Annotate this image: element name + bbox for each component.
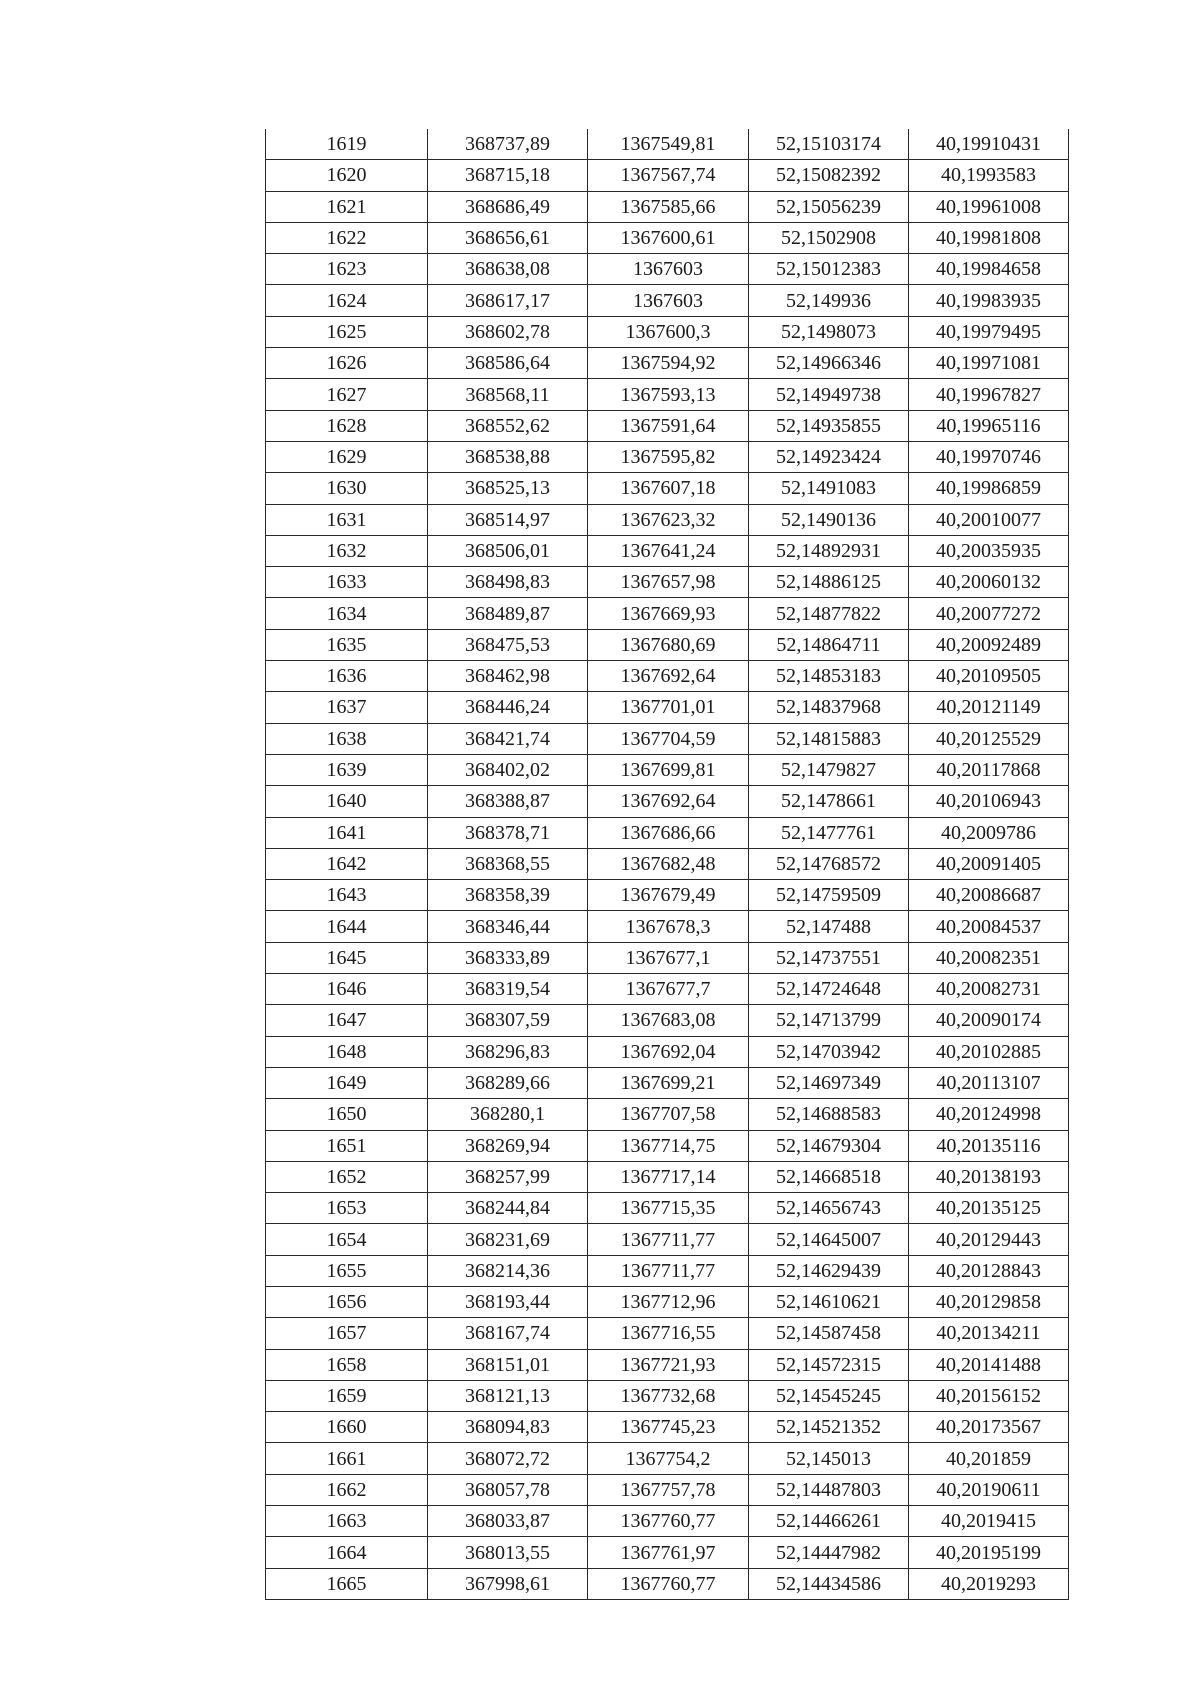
table-row: [266, 379, 1069, 410]
latitude-cell: 52,1498073: [749, 316, 909, 347]
point-number-cell: 1620: [266, 160, 428, 191]
point-number-cell: 1622: [266, 222, 428, 253]
y-coordinate-cell: 1367745,23: [588, 1412, 749, 1443]
table-row: [266, 504, 1069, 535]
x-coordinate-cell: 368538,88: [428, 441, 588, 472]
y-coordinate-cell: 1367595,82: [588, 441, 749, 472]
y-coordinate-cell: 1367704,59: [588, 723, 749, 754]
y-coordinate-cell: 1367603: [588, 285, 749, 316]
longitude-cell: 40,19910431: [909, 129, 1069, 160]
latitude-cell: 52,14545245: [749, 1380, 909, 1411]
table-row: [266, 1099, 1069, 1130]
point-number-cell: 1630: [266, 473, 428, 504]
latitude-cell: 52,14572315: [749, 1349, 909, 1380]
longitude-cell: 40,19965116: [909, 410, 1069, 441]
y-coordinate-cell: 1367591,64: [588, 410, 749, 441]
point-number-cell: 1646: [266, 974, 428, 1005]
x-coordinate-cell: 368737,89: [428, 129, 588, 160]
table-row: [266, 191, 1069, 222]
y-coordinate-cell: 1367732,68: [588, 1380, 749, 1411]
x-coordinate-cell: 368525,13: [428, 473, 588, 504]
y-coordinate-cell: 1367699,21: [588, 1067, 749, 1098]
x-coordinate-cell: 368358,39: [428, 880, 588, 911]
longitude-cell: 40,20077272: [909, 598, 1069, 629]
latitude-cell: 52,1479827: [749, 754, 909, 785]
table-row: [266, 1412, 1069, 1443]
point-number-cell: 1658: [266, 1349, 428, 1380]
table-row: [266, 1537, 1069, 1568]
x-coordinate-cell: 368319,54: [428, 974, 588, 1005]
x-coordinate-cell: 368072,72: [428, 1443, 588, 1474]
y-coordinate-cell: 1367600,61: [588, 222, 749, 253]
coordinates-table-body: [266, 129, 1069, 1599]
table-row: [266, 1474, 1069, 1505]
table-row: [266, 911, 1069, 942]
point-number-cell: 1643: [266, 880, 428, 911]
longitude-cell: 40,20129858: [909, 1286, 1069, 1317]
y-coordinate-cell: 1367679,49: [588, 880, 749, 911]
latitude-cell: 52,14703942: [749, 1036, 909, 1067]
x-coordinate-cell: 368013,55: [428, 1537, 588, 1568]
longitude-cell: 40,20090174: [909, 1005, 1069, 1036]
point-number-cell: 1626: [266, 348, 428, 379]
x-coordinate-cell: 368489,87: [428, 598, 588, 629]
point-number-cell: 1621: [266, 191, 428, 222]
longitude-cell: 40,20190611: [909, 1474, 1069, 1505]
point-number-cell: 1634: [266, 598, 428, 629]
latitude-cell: 52,14697349: [749, 1067, 909, 1098]
x-coordinate-cell: 368421,74: [428, 723, 588, 754]
longitude-cell: 40,19961008: [909, 191, 1069, 222]
x-coordinate-cell: 368307,59: [428, 1005, 588, 1036]
longitude-cell: 40,20128843: [909, 1255, 1069, 1286]
x-coordinate-cell: 368214,36: [428, 1255, 588, 1286]
y-coordinate-cell: 1367641,24: [588, 535, 749, 566]
longitude-cell: 40,20035935: [909, 535, 1069, 566]
point-number-cell: 1650: [266, 1099, 428, 1130]
table-row: [266, 254, 1069, 285]
point-number-cell: 1642: [266, 848, 428, 879]
table-row: [266, 629, 1069, 660]
x-coordinate-cell: 368368,55: [428, 848, 588, 879]
point-number-cell: 1656: [266, 1286, 428, 1317]
longitude-cell: 40,19970746: [909, 441, 1069, 472]
point-number-cell: 1636: [266, 661, 428, 692]
table-row: [266, 348, 1069, 379]
x-coordinate-cell: 368602,78: [428, 316, 588, 347]
table-row: [266, 598, 1069, 629]
latitude-cell: 52,14434586: [749, 1568, 909, 1599]
point-number-cell: 1638: [266, 723, 428, 754]
latitude-cell: 52,14587458: [749, 1318, 909, 1349]
latitude-cell: 52,14837968: [749, 692, 909, 723]
table-row: [266, 473, 1069, 504]
longitude-cell: 40,20092489: [909, 629, 1069, 660]
x-coordinate-cell: 368296,83: [428, 1036, 588, 1067]
coordinates-table: [265, 129, 1069, 1600]
y-coordinate-cell: 1367757,78: [588, 1474, 749, 1505]
point-number-cell: 1655: [266, 1255, 428, 1286]
longitude-cell: 40,19984658: [909, 254, 1069, 285]
table-row: [266, 1506, 1069, 1537]
point-number-cell: 1637: [266, 692, 428, 723]
table-row: [266, 1286, 1069, 1317]
latitude-cell: 52,14966346: [749, 348, 909, 379]
longitude-cell: 40,20117868: [909, 754, 1069, 785]
y-coordinate-cell: 1367585,66: [588, 191, 749, 222]
point-number-cell: 1663: [266, 1506, 428, 1537]
latitude-cell: 52,14853183: [749, 661, 909, 692]
latitude-cell: 52,1491083: [749, 473, 909, 504]
point-number-cell: 1664: [266, 1537, 428, 1568]
table-row: [266, 129, 1069, 160]
x-coordinate-cell: 368656,61: [428, 222, 588, 253]
point-number-cell: 1661: [266, 1443, 428, 1474]
table-row: [266, 441, 1069, 472]
latitude-cell: 52,14759509: [749, 880, 909, 911]
y-coordinate-cell: 1367607,18: [588, 473, 749, 504]
longitude-cell: 40,20134211: [909, 1318, 1069, 1349]
y-coordinate-cell: 1367754,2: [588, 1443, 749, 1474]
longitude-cell: 40,20109505: [909, 661, 1069, 692]
table-row: [266, 1224, 1069, 1255]
table-row: [266, 222, 1069, 253]
longitude-cell: 40,201859: [909, 1443, 1069, 1474]
table-row: [266, 1067, 1069, 1098]
y-coordinate-cell: 1367711,77: [588, 1224, 749, 1255]
x-coordinate-cell: 368057,78: [428, 1474, 588, 1505]
latitude-cell: 52,14645007: [749, 1224, 909, 1255]
latitude-cell: 52,1502908: [749, 222, 909, 253]
point-number-cell: 1623: [266, 254, 428, 285]
table-row: [266, 848, 1069, 879]
y-coordinate-cell: 1367692,64: [588, 786, 749, 817]
x-coordinate-cell: 368333,89: [428, 942, 588, 973]
latitude-cell: 52,14629439: [749, 1255, 909, 1286]
y-coordinate-cell: 1367657,98: [588, 567, 749, 598]
longitude-cell: 40,20135125: [909, 1193, 1069, 1224]
latitude-cell: 52,14688583: [749, 1099, 909, 1130]
point-number-cell: 1629: [266, 441, 428, 472]
x-coordinate-cell: 368498,83: [428, 567, 588, 598]
table-row: [266, 974, 1069, 1005]
longitude-cell: 40,20102885: [909, 1036, 1069, 1067]
x-coordinate-cell: 368568,11: [428, 379, 588, 410]
x-coordinate-cell: 368378,71: [428, 817, 588, 848]
longitude-cell: 40,19971081: [909, 348, 1069, 379]
table-row: [266, 160, 1069, 191]
longitude-cell: 40,19981808: [909, 222, 1069, 253]
table-row: [266, 1318, 1069, 1349]
point-number-cell: 1645: [266, 942, 428, 973]
point-number-cell: 1631: [266, 504, 428, 535]
table-row: [266, 1380, 1069, 1411]
longitude-cell: 40,20156152: [909, 1380, 1069, 1411]
x-coordinate-cell: 368280,1: [428, 1099, 588, 1130]
x-coordinate-cell: 368033,87: [428, 1506, 588, 1537]
longitude-cell: 40,19986859: [909, 473, 1069, 504]
point-number-cell: 1644: [266, 911, 428, 942]
y-coordinate-cell: 1367594,92: [588, 348, 749, 379]
longitude-cell: 40,2009786: [909, 817, 1069, 848]
latitude-cell: 52,15082392: [749, 160, 909, 191]
x-coordinate-cell: 367998,61: [428, 1568, 588, 1599]
y-coordinate-cell: 1367603: [588, 254, 749, 285]
point-number-cell: 1633: [266, 567, 428, 598]
x-coordinate-cell: 368462,98: [428, 661, 588, 692]
y-coordinate-cell: 1367567,74: [588, 160, 749, 191]
longitude-cell: 40,19983935: [909, 285, 1069, 316]
latitude-cell: 52,14679304: [749, 1130, 909, 1161]
longitude-cell: 40,20135116: [909, 1130, 1069, 1161]
latitude-cell: 52,1477761: [749, 817, 909, 848]
point-number-cell: 1654: [266, 1224, 428, 1255]
table-row: [266, 567, 1069, 598]
y-coordinate-cell: 1367716,55: [588, 1318, 749, 1349]
x-coordinate-cell: 368167,74: [428, 1318, 588, 1349]
x-coordinate-cell: 368257,99: [428, 1161, 588, 1192]
longitude-cell: 40,20082351: [909, 942, 1069, 973]
x-coordinate-cell: 368475,53: [428, 629, 588, 660]
table-row: [266, 880, 1069, 911]
longitude-cell: 40,20124998: [909, 1099, 1069, 1130]
point-number-cell: 1659: [266, 1380, 428, 1411]
latitude-cell: 52,14768572: [749, 848, 909, 879]
longitude-cell: 40,20141488: [909, 1349, 1069, 1380]
latitude-cell: 52,14466261: [749, 1506, 909, 1537]
table-row: [266, 1349, 1069, 1380]
y-coordinate-cell: 1367683,08: [588, 1005, 749, 1036]
y-coordinate-cell: 1367600,3: [588, 316, 749, 347]
table-row: [266, 1255, 1069, 1286]
point-number-cell: 1649: [266, 1067, 428, 1098]
longitude-cell: 40,20106943: [909, 786, 1069, 817]
table-row: [266, 817, 1069, 848]
x-coordinate-cell: 368552,62: [428, 410, 588, 441]
y-coordinate-cell: 1367677,1: [588, 942, 749, 973]
point-number-cell: 1627: [266, 379, 428, 410]
y-coordinate-cell: 1367692,64: [588, 661, 749, 692]
point-number-cell: 1653: [266, 1193, 428, 1224]
longitude-cell: 40,20129443: [909, 1224, 1069, 1255]
longitude-cell: 40,20060132: [909, 567, 1069, 598]
table-row: [266, 754, 1069, 785]
point-number-cell: 1624: [266, 285, 428, 316]
latitude-cell: 52,14892931: [749, 535, 909, 566]
table-row: [266, 786, 1069, 817]
y-coordinate-cell: 1367707,58: [588, 1099, 749, 1130]
latitude-cell: 52,14447982: [749, 1537, 909, 1568]
latitude-cell: 52,14935855: [749, 410, 909, 441]
longitude-cell: 40,20173567: [909, 1412, 1069, 1443]
x-coordinate-cell: 368586,64: [428, 348, 588, 379]
y-coordinate-cell: 1367712,96: [588, 1286, 749, 1317]
latitude-cell: 52,147488: [749, 911, 909, 942]
x-coordinate-cell: 368289,66: [428, 1067, 588, 1098]
point-number-cell: 1635: [266, 629, 428, 660]
x-coordinate-cell: 368388,87: [428, 786, 588, 817]
table-row: [266, 1130, 1069, 1161]
point-number-cell: 1639: [266, 754, 428, 785]
longitude-cell: 40,20091405: [909, 848, 1069, 879]
latitude-cell: 52,149936: [749, 285, 909, 316]
point-number-cell: 1647: [266, 1005, 428, 1036]
x-coordinate-cell: 368638,08: [428, 254, 588, 285]
point-number-cell: 1665: [266, 1568, 428, 1599]
longitude-cell: 40,2019415: [909, 1506, 1069, 1537]
latitude-cell: 52,1478661: [749, 786, 909, 817]
point-number-cell: 1632: [266, 535, 428, 566]
longitude-cell: 40,20125529: [909, 723, 1069, 754]
table-row: [266, 1161, 1069, 1192]
table-row: [266, 723, 1069, 754]
y-coordinate-cell: 1367682,48: [588, 848, 749, 879]
table-row: [266, 1036, 1069, 1067]
table-row: [266, 410, 1069, 441]
latitude-cell: 52,14610621: [749, 1286, 909, 1317]
longitude-cell: 40,19967827: [909, 379, 1069, 410]
longitude-cell: 40,20082731: [909, 974, 1069, 1005]
y-coordinate-cell: 1367593,13: [588, 379, 749, 410]
latitude-cell: 52,15056239: [749, 191, 909, 222]
y-coordinate-cell: 1367669,93: [588, 598, 749, 629]
x-coordinate-cell: 368094,83: [428, 1412, 588, 1443]
latitude-cell: 52,14713799: [749, 1005, 909, 1036]
y-coordinate-cell: 1367549,81: [588, 129, 749, 160]
x-coordinate-cell: 368231,69: [428, 1224, 588, 1255]
point-number-cell: 1657: [266, 1318, 428, 1349]
latitude-cell: 52,14886125: [749, 567, 909, 598]
latitude-cell: 52,15012383: [749, 254, 909, 285]
point-number-cell: 1628: [266, 410, 428, 441]
point-number-cell: 1640: [266, 786, 428, 817]
x-coordinate-cell: 368269,94: [428, 1130, 588, 1161]
latitude-cell: 52,14656743: [749, 1193, 909, 1224]
y-coordinate-cell: 1367717,14: [588, 1161, 749, 1192]
longitude-cell: 40,19979495: [909, 316, 1069, 347]
longitude-cell: 40,20121149: [909, 692, 1069, 723]
y-coordinate-cell: 1367761,97: [588, 1537, 749, 1568]
x-coordinate-cell: 368506,01: [428, 535, 588, 566]
x-coordinate-cell: 368446,24: [428, 692, 588, 723]
point-number-cell: 1641: [266, 817, 428, 848]
table-row: [266, 942, 1069, 973]
longitude-cell: 40,2019293: [909, 1568, 1069, 1599]
table-row: [266, 1568, 1069, 1599]
table-row: [266, 316, 1069, 347]
point-number-cell: 1651: [266, 1130, 428, 1161]
longitude-cell: 40,20086687: [909, 880, 1069, 911]
point-number-cell: 1619: [266, 129, 428, 160]
longitude-cell: 40,20084537: [909, 911, 1069, 942]
latitude-cell: 52,14877822: [749, 598, 909, 629]
y-coordinate-cell: 1367686,66: [588, 817, 749, 848]
longitude-cell: 40,20010077: [909, 504, 1069, 535]
table-row: [266, 692, 1069, 723]
latitude-cell: 52,14923424: [749, 441, 909, 472]
latitude-cell: 52,15103174: [749, 129, 909, 160]
x-coordinate-cell: 368715,18: [428, 160, 588, 191]
latitude-cell: 52,14521352: [749, 1412, 909, 1443]
table-row: [266, 1005, 1069, 1036]
latitude-cell: 52,145013: [749, 1443, 909, 1474]
longitude-cell: 40,20138193: [909, 1161, 1069, 1192]
latitude-cell: 52,1490136: [749, 504, 909, 535]
point-number-cell: 1648: [266, 1036, 428, 1067]
x-coordinate-cell: 368686,49: [428, 191, 588, 222]
y-coordinate-cell: 1367721,93: [588, 1349, 749, 1380]
latitude-cell: 52,14864711: [749, 629, 909, 660]
x-coordinate-cell: 368193,44: [428, 1286, 588, 1317]
longitude-cell: 40,20113107: [909, 1067, 1069, 1098]
x-coordinate-cell: 368121,13: [428, 1380, 588, 1411]
y-coordinate-cell: 1367623,32: [588, 504, 749, 535]
table-row: [266, 661, 1069, 692]
y-coordinate-cell: 1367680,69: [588, 629, 749, 660]
x-coordinate-cell: 368402,02: [428, 754, 588, 785]
y-coordinate-cell: 1367711,77: [588, 1255, 749, 1286]
x-coordinate-cell: 368346,44: [428, 911, 588, 942]
latitude-cell: 52,14815883: [749, 723, 909, 754]
latitude-cell: 52,14724648: [749, 974, 909, 1005]
x-coordinate-cell: 368617,17: [428, 285, 588, 316]
y-coordinate-cell: 1367677,7: [588, 974, 749, 1005]
latitude-cell: 52,14949738: [749, 379, 909, 410]
y-coordinate-cell: 1367760,77: [588, 1568, 749, 1599]
latitude-cell: 52,14487803: [749, 1474, 909, 1505]
y-coordinate-cell: 1367692,04: [588, 1036, 749, 1067]
y-coordinate-cell: 1367699,81: [588, 754, 749, 785]
table-row: [266, 535, 1069, 566]
longitude-cell: 40,20195199: [909, 1537, 1069, 1568]
x-coordinate-cell: 368151,01: [428, 1349, 588, 1380]
point-number-cell: 1652: [266, 1161, 428, 1192]
y-coordinate-cell: 1367760,77: [588, 1506, 749, 1537]
y-coordinate-cell: 1367715,35: [588, 1193, 749, 1224]
table-row: [266, 1443, 1069, 1474]
point-number-cell: 1625: [266, 316, 428, 347]
latitude-cell: 52,14668518: [749, 1161, 909, 1192]
x-coordinate-cell: 368514,97: [428, 504, 588, 535]
latitude-cell: 52,14737551: [749, 942, 909, 973]
table-row: [266, 1193, 1069, 1224]
y-coordinate-cell: 1367714,75: [588, 1130, 749, 1161]
point-number-cell: 1660: [266, 1412, 428, 1443]
y-coordinate-cell: 1367678,3: [588, 911, 749, 942]
point-number-cell: 1662: [266, 1474, 428, 1505]
longitude-cell: 40,1993583: [909, 160, 1069, 191]
table-row: [266, 285, 1069, 316]
y-coordinate-cell: 1367701,01: [588, 692, 749, 723]
x-coordinate-cell: 368244,84: [428, 1193, 588, 1224]
